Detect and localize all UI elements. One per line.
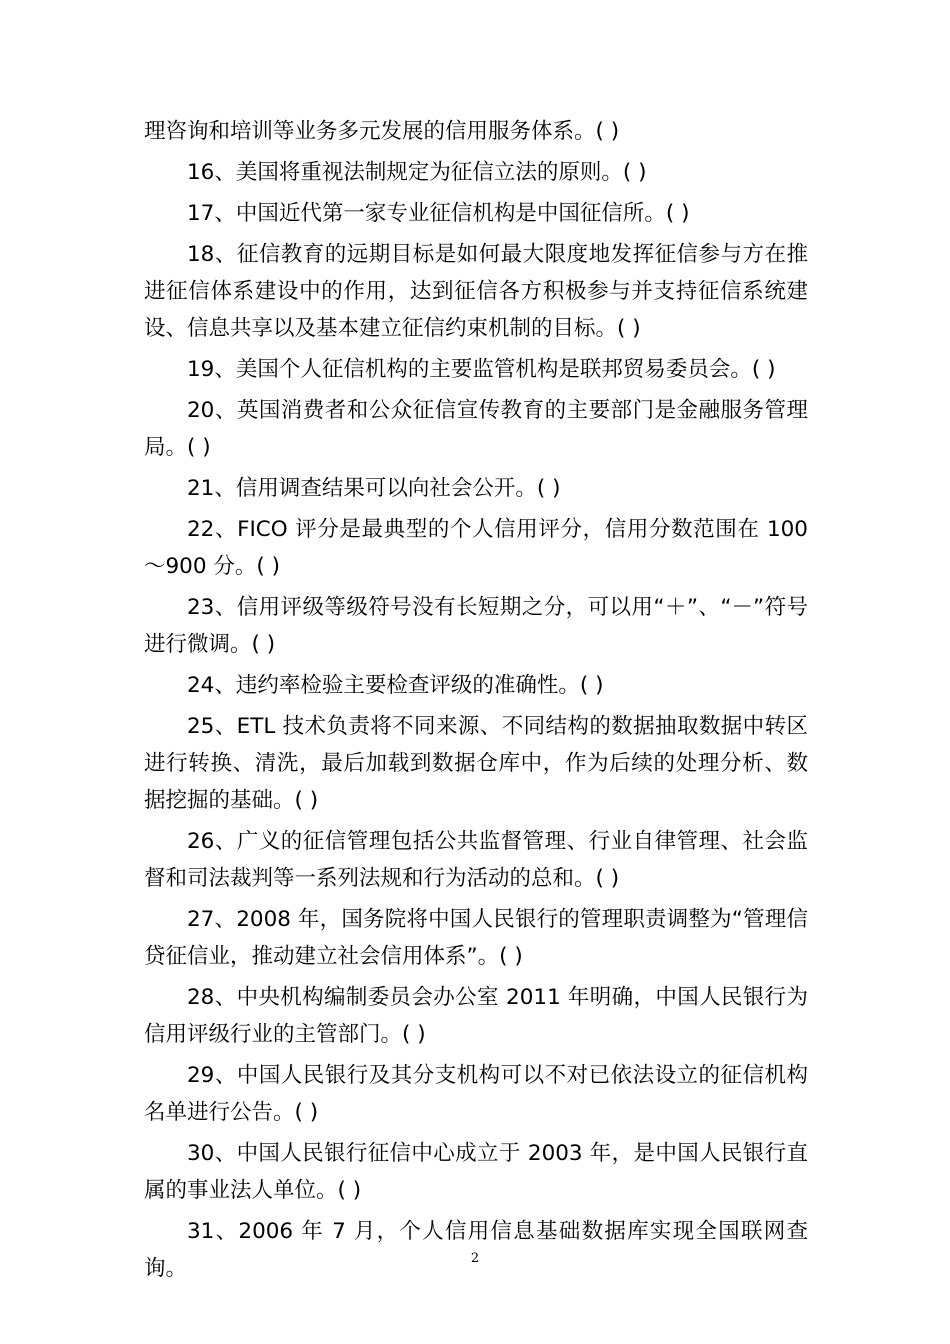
list-item: 30、中国人民银行征信中心成立于 2003 年，是中国人民银行直属的事业法人单位。( )	[144, 1141, 808, 1203]
list-item: 28、中央机构编制委员会办公室 2011 年明确，中国人民银行为信用评级行业的主管部门。( )	[144, 985, 808, 1047]
list-item: 29、中国人民银行及其分支机构可以不对已依法设立的征信机构名单进行公告。( )	[144, 1063, 808, 1125]
list-item: 26、广义的征信管理包括公共监督管理、行业自律管理、社会监督和司法裁判等一系列法规和行为活动的总和。( )	[144, 829, 808, 891]
list-item: 21、信用调查结果可以向社会公开。( )	[187, 476, 561, 501]
list-item: 23、信用评级等级符号没有长短期之分，可以用“＋”、“－”符号进行微调。( )	[144, 595, 808, 657]
page-number: 2	[470, 1251, 480, 1266]
list-item: 24、违约率检验主要检查评级的准确性。( )	[187, 673, 604, 698]
list-item: 理咨询和培训等业务多元发展的信用服务体系。( )	[144, 119, 620, 144]
list-item: 16、美国将重视法制规定为征信立法的原则。( )	[187, 160, 647, 185]
list-item: 27、2008 年，国务院将中国人民银行的管理职责调整为“管理信贷征信业，推动建立社会信用体系”。( )	[144, 907, 808, 969]
list-item: 20、英国消费者和公众征信宣传教育的主要部门是金融服务管理局。( )	[144, 398, 808, 460]
list-item: 31、2006 年 7 月，个人信用信息基础数据库实现全国联网查询。	[144, 1219, 808, 1281]
list-item: 25、ETL 技术负责将不同来源、不同结构的数据抽取数据中转区进行转换、清洗，最后加载到数据仓库中，作为后续的处理分析、数据挖掘的基础。( )	[144, 714, 808, 813]
list-item: 17、中国近代第一家专业征信机构是中国征信所。( )	[187, 201, 690, 226]
list-item: 19、美国个人征信机构的主要监管机构是联邦贸易委员会。( )	[187, 357, 776, 382]
list-item: 18、征信教育的远期目标是如何最大限度地发挥征信参与方在推进征信体系建设中的作用，达到征信各方积极参与并支持征信系统建设、信息共享以及基本建立征信约束机制的目标。( )	[144, 242, 808, 341]
question-list	[144, 113, 808, 1287]
list-item: 22、FICO 评分是最典型的个人信用评分，信用分数范围在 100～900 分。( )	[144, 517, 808, 579]
